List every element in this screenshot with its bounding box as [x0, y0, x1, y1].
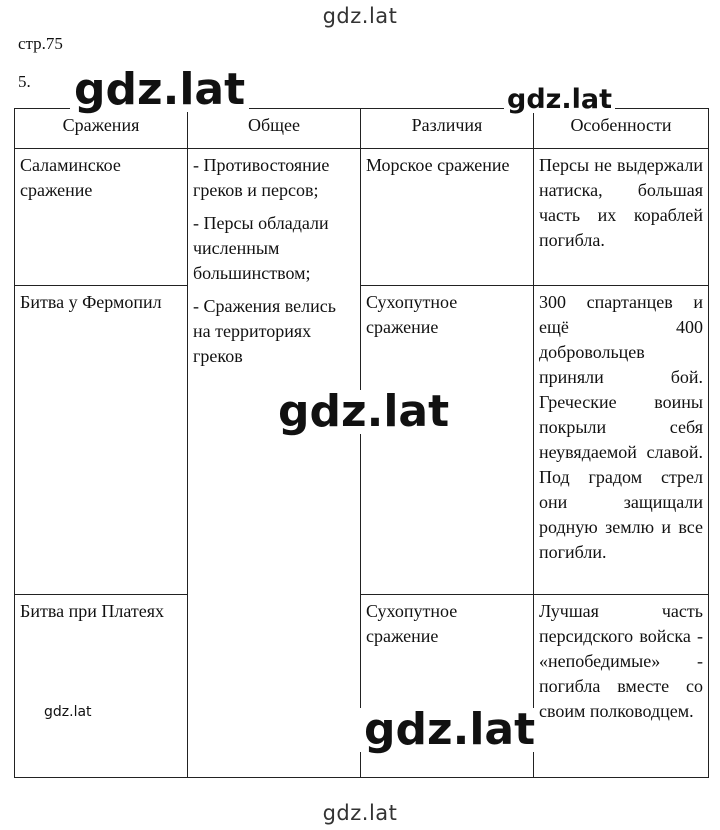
- battle-cell: Битва при Платеях: [15, 595, 188, 778]
- battle-cell: Саламинское сражение: [15, 149, 188, 286]
- header-battles: Сражения: [15, 109, 188, 149]
- table-row: [15, 149, 709, 286]
- task-number: 5.: [18, 72, 31, 91]
- header-differences: Различия: [361, 109, 534, 149]
- feature-cell: Персы не выдержали натиска, большая часть их кораблей погибла.: [534, 149, 709, 286]
- battle-cell: Битва у Фермопил: [15, 286, 188, 595]
- difference-cell: Морское сражение: [361, 149, 534, 286]
- difference-cell: Сухопутное сражение: [361, 595, 534, 778]
- table-row: [15, 286, 709, 595]
- watermark-top: gdz.lat: [322, 4, 398, 28]
- header-common: Общее: [188, 109, 361, 149]
- common-point: - Противостояние греков и персов;: [193, 155, 330, 200]
- watermark-small: gdz.lat: [44, 704, 92, 720]
- feature-cell: Лучшая часть персидского войска - «непобедимые» - погибла вместе со своим полководцем.: [534, 595, 709, 778]
- watermark-bottom-big: gdz.lat: [360, 708, 539, 752]
- feature-cell: 300 спартанцев и ещё 400 добровольцев приняли бой. Греческие воины покрыли себя неувядаемой славой. Под градом стрел они защищали родную землю и все погибли.: [534, 286, 709, 595]
- difference-cell: Сухопутное сражение: [361, 286, 534, 595]
- common-cell: [188, 149, 361, 778]
- header-features: Особенности: [534, 109, 709, 149]
- watermark-bottom: gdz.lat: [322, 801, 398, 825]
- watermark-center: gdz.lat: [274, 390, 453, 434]
- battles-comparison-table: [14, 108, 709, 778]
- common-point: - Персы обладали численным большинством;: [193, 213, 329, 283]
- common-point: - Сражения велись на территориях греков: [193, 296, 336, 366]
- watermark-big-left: gdz.lat: [70, 68, 249, 112]
- page-reference: стр.75: [18, 34, 63, 53]
- watermark-header-right: gdz.lat: [504, 86, 615, 113]
